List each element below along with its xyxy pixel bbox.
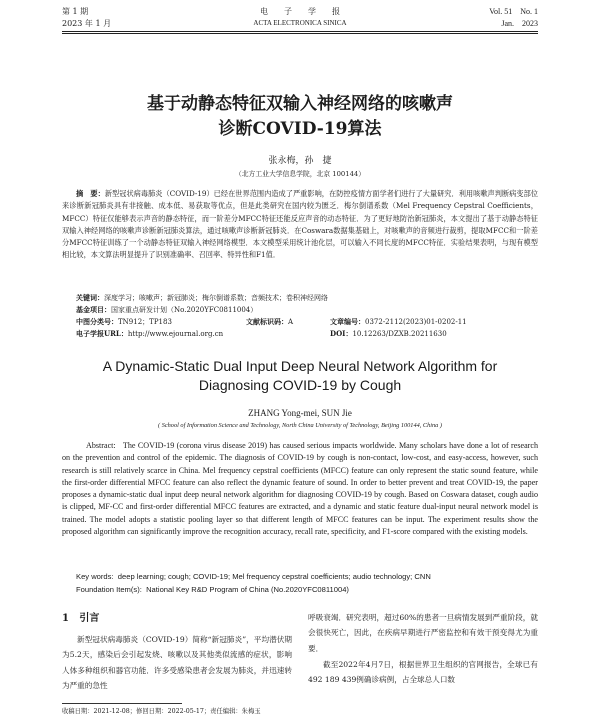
doi — [330, 328, 447, 340]
article-number — [330, 316, 467, 328]
footnote-rule — [62, 703, 182, 704]
volume-number: Vol. 51 No. 1 — [489, 7, 538, 16]
clc-label: 中图分类号： — [76, 317, 118, 326]
paper-title-en-line2: Diagnosing COVID-19 by Cough — [198, 377, 402, 393]
fund-en-label: Foundation Item(s): — [76, 585, 142, 594]
article-number-value: 0372-2112(2023)01-0202-11 — [365, 318, 467, 326]
section-title: 引言 — [79, 613, 100, 624]
intro-right-column-p1: 呼吸衰竭．研究表明，超过60%的患者一旦病情发展到严重阶段，就会很快死亡，因此，在疾病早期进行严密监控和有效干预变得尤为重要． — [308, 613, 538, 653]
authors-cn: 张永梅，孙 捷 — [268, 156, 332, 166]
keywords-cn-label: 关键词： — [76, 293, 104, 302]
fund-cn-label: 基金项目： — [76, 305, 111, 314]
keywords-en — [76, 571, 431, 582]
fund-cn — [76, 304, 257, 316]
journal-name-cn: 电 子 学 报 — [260, 7, 340, 16]
section-number: 1 — [62, 613, 69, 624]
issue-date-en: Jan. 2023 — [501, 19, 538, 28]
abstract-cn-label: 摘 要： — [76, 189, 105, 198]
journal-url — [76, 328, 223, 340]
keywords-cn — [76, 292, 328, 304]
header-rule-thin — [62, 33, 538, 34]
abstract-cn — [62, 188, 538, 262]
journal-name-en: ACTA ELECTRONICA SINICA — [253, 19, 347, 27]
intro-left-column: 新型冠状病毒肺炎（COVID-19）简称“新冠肺炎”，平均潜伏期为5.2天，感染后会引起发烧、咳嗽以及其他类似流感的症状，影响人体多种组织和器官功能．许多受感染患者会发展为肺炎，并迅速转为严重的急性 — [62, 635, 292, 690]
abstract-cn-text: 新型冠状病毒肺炎（COVID-19）已经在世界范围内造成了严重影响，在防控疫情方面学者们进行了大量研究．利用咳嗽声判断病变部位来诊断新冠肺炎具有非接触、成本低、易获取等优点，但是此类研究在国内较为匮乏．梅尔倒谱系数（Mel Frequency Cepstral Coefficients，MFCC）特征仅能够表示声音的静态特征，而一阶差分MFCC特征还能反应声音的动态特征．为了更好地防治新冠肺炎，本文提出了基于动静态特征双输入神经网络的咳嗽声诊断新冠肺炎算法，通过咳嗽声诊断新冠肺炎．在Coswara数据集基础上，对咳嗽声的音频进行裁剪，提取MFCC和一阶差分MFCC特征训练了一个动静态特征双输入神经网络模型．本文模型采用统计池化层，可以输入不同长度的MFCC特征．实验结果表明，与现有模型相比较，本文算法明显提升了识别准确率、召回率、特异性和F1值． — [62, 189, 538, 260]
intro-right-column-p2: 截至2022年4月7日，根据世界卫生组织的官网报告，全球已有492 189 439例确诊病例，占全球总人口数 — [308, 660, 538, 685]
doi-link[interactable]: 10.12263/DZXB.20211630 — [352, 330, 447, 338]
authors-en: ZHANG Yong-mei, SUN Jie — [248, 408, 352, 418]
journal-url-label: 电子学报URL： — [76, 329, 128, 338]
document-code — [246, 316, 293, 328]
clc-number — [76, 316, 172, 328]
paper-title-cn-line1: 基于动静态特征双输入神经网络的咳嗽声 — [147, 94, 453, 114]
affiliation-cn: （北方工业大学信息学院，北京 100144） — [234, 170, 366, 178]
clc-value: TN912；TP183 — [118, 318, 172, 326]
document-code-value: A — [288, 318, 294, 326]
issue-number: 第 1 期 — [62, 7, 89, 16]
fund-en-text: National Key R&D Program of China (No.2020YFC0811004) — [146, 585, 349, 594]
section-heading-introduction — [62, 612, 99, 626]
keywords-cn-text: 深度学习；咳嗽声；新冠肺炎；梅尔倒谱系数；音频技术；卷积神经网络 — [104, 294, 328, 302]
fund-cn-text: 国家重点研发计划（No.2020YFC0811004） — [111, 306, 258, 314]
abstract-en-label: Abstract: — [86, 441, 116, 450]
paper-title-en-line1: A Dynamic-Static Dual Input Deep Neural Network Algorithm for — [102, 358, 498, 374]
issue-date-cn: 2023 年 1 月 — [62, 19, 112, 28]
journal-url-link[interactable]: http://www.ejournal.org.cn — [127, 330, 224, 338]
document-code-label: 文献标识码： — [246, 317, 288, 326]
paper-title-cn-line2: 诊断COVID-19算法 — [218, 119, 382, 139]
footnote-dates: 收稿日期：2021-12-08；修回日期：2022-05-17；责任编辑：朱梅玉 — [62, 708, 261, 715]
fund-en — [76, 584, 349, 595]
abstract-en — [62, 440, 538, 538]
keywords-en-text: deep learning; cough; COVID-19; Mel frequency cepstral coefficients; audio technology; CNN — [117, 572, 431, 581]
affiliation-en: ( School of Information Science and Technology, North China University of Technology, Beijing 100144, China ) — [158, 422, 442, 429]
abstract-en-text: The COVID-19 (corona virus disease 2019) has caused serious impacts worldwide. Many scholars have done a lot of research on the prevention and control of the epidemic. The diagnosis of COVID-19 by cough is non-contact, low-cost, and easy-access, however, such research is still relatively scarce in China. Mel frequency cepstral coefficients (MFCC) feature can only represent the static sound feature, while the first-order differential MFCC feature can also reflect the dynamic feature of sound. In order to better prevent and treat COVID-19, the paper proposes a dynamic-static dual input deep neural network algorithm for diagnosing COVID-19 by cough. Based on Coswara dataset, cough audio is clipped, MF-CC and first-order differential MFCC features are extracted, and a dynamic and static feature dual-input neural network model is trained. The model adopts a statistic pooling layer so that different length of MFCC features can be input. The experiment results show the proposed algorithm can significantly improve the recognition accuracy, recall rate, specificity, and F1-score compared with the existing models. — [62, 441, 538, 537]
keywords-en-label: Key words: — [76, 572, 114, 581]
header-rule — [62, 31, 538, 32]
article-number-label: 文章编号： — [330, 317, 365, 326]
doi-label: DOI： — [330, 329, 353, 338]
